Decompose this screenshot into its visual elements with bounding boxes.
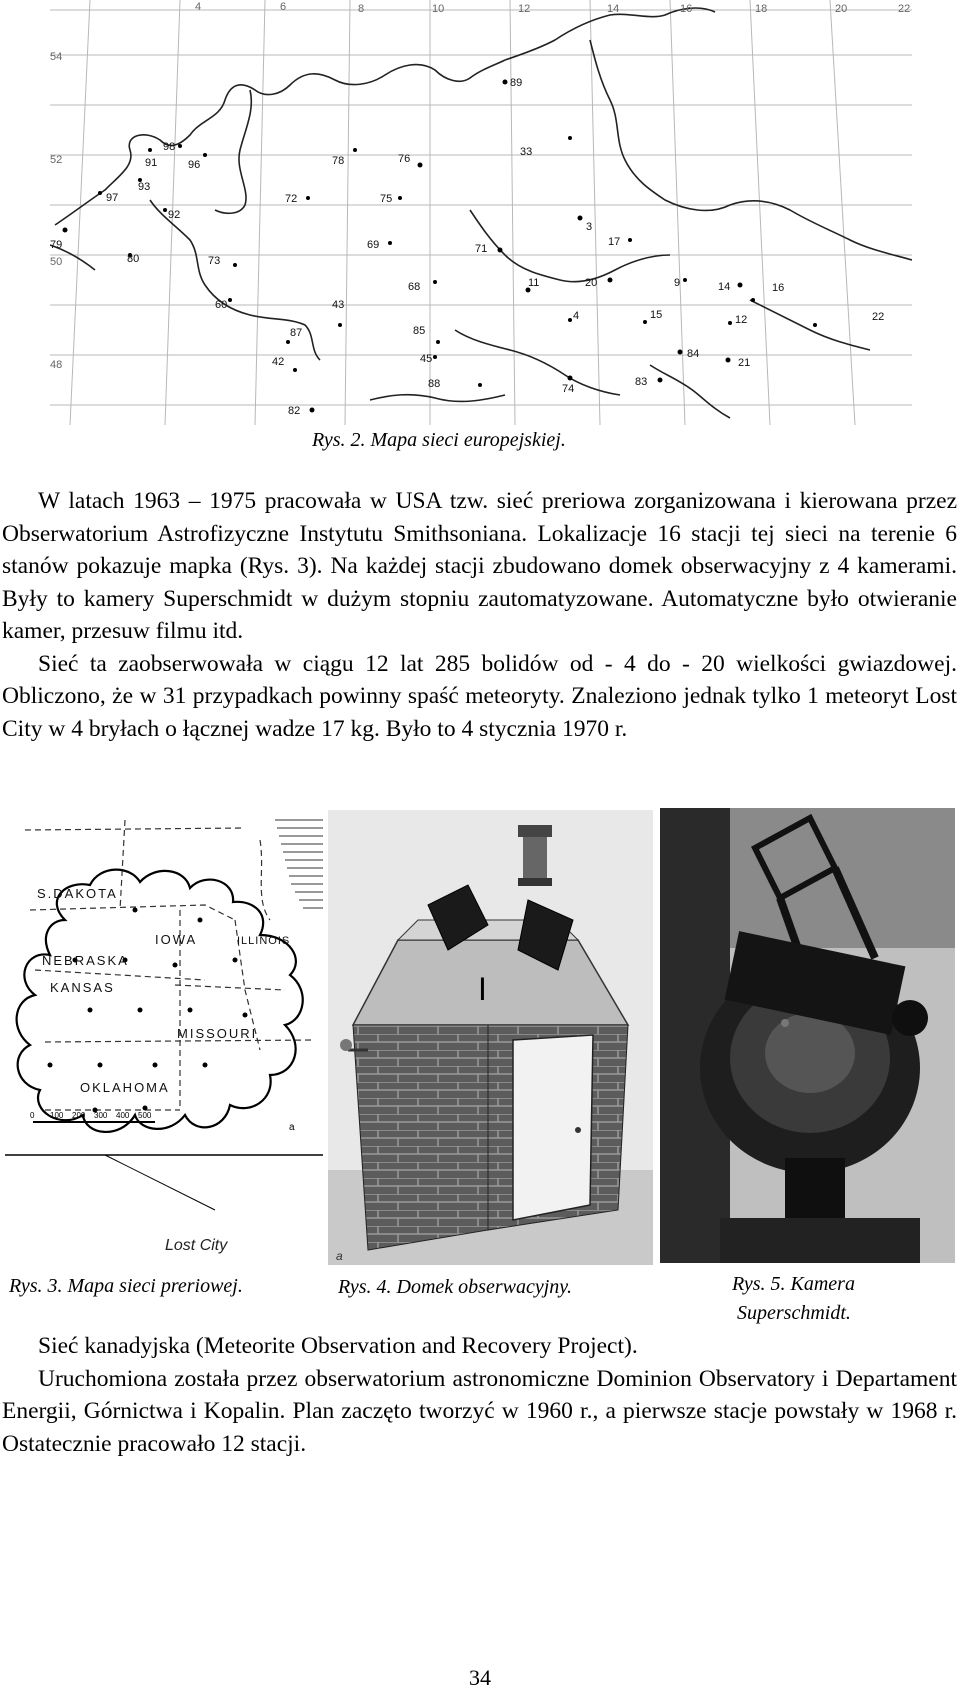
state-label: ILLINOIS — [237, 935, 291, 947]
body-text-prairie-network — [2, 485, 957, 745]
station-label: 71 — [475, 243, 488, 255]
station-label: 69 — [367, 239, 380, 251]
figure-observation-hut-photo — [328, 810, 653, 1265]
station-label: 85 — [413, 325, 426, 337]
station-label: 33 — [520, 146, 533, 158]
figure-letter: a — [289, 1122, 295, 1133]
european-network-map-drawing — [50, 0, 912, 425]
station-label: 87 — [290, 327, 303, 339]
page-number: 34 — [469, 1665, 491, 1690]
svg-text:200: 200 — [72, 1111, 86, 1120]
figure-superschmidt-camera-photo — [660, 808, 955, 1263]
figure-5-caption-line2: Superschmidt. — [737, 1302, 851, 1324]
paragraph: Sieć ta zaobserwowała w ciągu 12 lat 285 bolidów od - 4 do - 20 wielkości gwiazdowej. Obliczono, że w 31 przypadkach powinny spaść meteoryty. Znaleziono jednak tylko 1 meteoryt Lost City w 4 bryłach o łącznej wadze 17 kg. Było to 4 stycznia 1970 r. — [2, 650, 957, 742]
station-label: 68 — [408, 281, 421, 293]
svg-text:I: I — [478, 971, 487, 1007]
state-label: OKLAHOMA — [80, 1080, 170, 1095]
station-label: 76 — [398, 153, 411, 165]
station-label: 14 — [718, 281, 731, 293]
tick-label: 14 — [607, 3, 620, 15]
station-label: 78 — [332, 155, 345, 167]
tick-label: 8 — [358, 3, 365, 15]
station-label: 17 — [608, 236, 621, 248]
paragraph: W latach 1963 – 1975 pracowała w USA tzw. sieć preriowa zorganizowana i kierowana przez Obserwatorium Astrofizyczne Instytutu Smithsoniana. Lokalizacje 16 stacji tej sieci na terenie 6 stanów pokazuje mapka (Rys. 3). Na każdej stacji zbudowano domek obserwacyjny z 4 kamerami. Były to kamery Superschmidt w dużym stopniu zautomatyzowane. Automatyczne było otwieranie kamer, przesuw filmu itd. — [2, 488, 957, 644]
station-label: 16 — [772, 282, 785, 294]
tick-label: 18 — [755, 3, 768, 15]
tick-label: 12 — [518, 3, 531, 15]
tick-label: 4 — [195, 1, 202, 13]
station-label: 80 — [127, 253, 140, 265]
state-label: KANSAS — [50, 980, 115, 995]
station-label: 75 — [380, 193, 393, 205]
svg-text:400: 400 — [116, 1111, 130, 1120]
station-label: 22 — [872, 311, 885, 323]
tick-label: 22 — [898, 3, 911, 15]
figure-2-caption: Rys. 2. Mapa sieci europejskiej. — [312, 429, 566, 451]
station-label: 84 — [687, 348, 700, 360]
tick-label: 48 — [50, 359, 63, 371]
lost-city-label: Lost City — [165, 1237, 228, 1254]
state-label: IOWA — [155, 932, 198, 947]
station-label: 82 — [288, 405, 301, 417]
figure-european-network-map — [50, 0, 912, 425]
station-label: 88 — [428, 378, 441, 390]
paragraph: Uruchomiona została przez obserwatorium astronomiczne Dominion Observatory i Departament Energii, Górnictwa i Kopalin. Plan zaczęto tworzyć w 1960 r., a pierwsze stacje powstały w 1968 r. Ostatecznie pracowało 12 stacji. — [2, 1365, 957, 1457]
station-label: 73 — [208, 255, 221, 267]
svg-text:300: 300 — [94, 1111, 108, 1120]
station-label: 97 — [106, 192, 119, 204]
station-label: 11 — [528, 277, 540, 289]
station-label: 83 — [635, 376, 648, 388]
station-label: 42 — [272, 356, 285, 368]
tick-label: 52 — [50, 154, 63, 166]
paragraph: Sieć kanadyjska (Meteorite Observation and Recovery Project). — [38, 1333, 638, 1359]
figure-prairie-network-map — [5, 810, 323, 1265]
tick-label: 54 — [50, 51, 63, 63]
station-label: 20 — [585, 277, 598, 289]
svg-text:500: 500 — [138, 1111, 152, 1120]
station-label: 96 — [188, 159, 201, 171]
body-text-canadian-network — [2, 1330, 957, 1460]
station-label: 98 — [163, 141, 176, 153]
svg-text:100: 100 — [50, 1111, 64, 1120]
station-label: 15 — [650, 309, 663, 321]
station-label: 89 — [510, 77, 523, 89]
station-label: 72 — [285, 193, 298, 205]
tick-label: 6 — [280, 1, 287, 13]
station-label: 12 — [735, 314, 748, 326]
station-label: 45 — [420, 353, 433, 365]
prairie-network-map-drawing — [5, 810, 323, 1265]
station-label: 21 — [738, 357, 751, 369]
station-label: 43 — [332, 299, 345, 311]
svg-text:0: 0 — [30, 1111, 35, 1120]
station-label: 3 — [586, 221, 593, 233]
figure-letter: a — [336, 1249, 343, 1263]
observation-hut-illustration — [328, 810, 653, 1265]
figure-5-caption-line1: Rys. 5. Kamera — [732, 1273, 855, 1295]
station-label: 74 — [562, 383, 575, 395]
station-label: 93 — [138, 181, 151, 193]
station-label: 91 — [145, 157, 158, 169]
station-label: 60 — [215, 299, 228, 311]
station-label: 4 — [573, 310, 580, 322]
superschmidt-camera-illustration — [660, 808, 955, 1263]
station-label: 9 — [674, 277, 681, 289]
figure-4-caption: Rys. 4. Domek obserwacyjny. — [338, 1276, 573, 1298]
station-label: 79 — [50, 239, 63, 251]
tick-label: 10 — [432, 3, 445, 15]
figure-3-caption: Rys. 3. Mapa sieci preriowej. — [9, 1275, 243, 1297]
state-label: MISSOURI — [177, 1026, 258, 1041]
state-label: S.DAKOTA — [37, 886, 118, 901]
tick-label: 16 — [680, 3, 693, 15]
state-label: NEBRASKA — [42, 953, 129, 968]
tick-label: 50 — [50, 256, 63, 268]
tick-label: 20 — [835, 3, 848, 15]
station-label: 92 — [168, 209, 181, 221]
